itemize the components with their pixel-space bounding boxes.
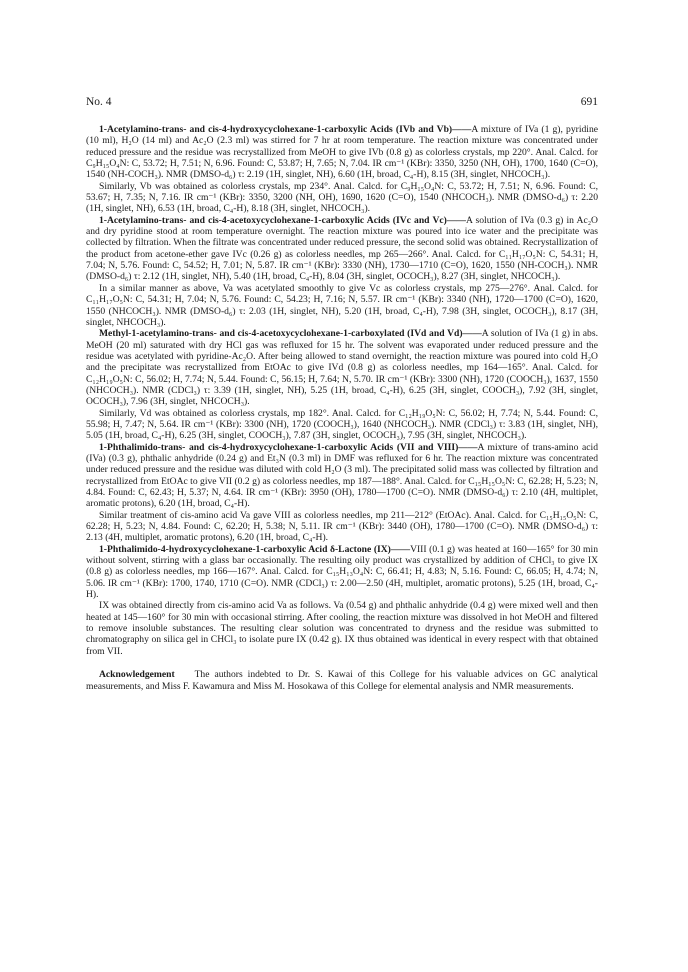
paragraph-text: IX was obtained directly from cis-amino acid Va as follows. Va (0.54 g) and phthalic anhydride (0.4 g) were mixed well and then heated at 145—160° for 30 min with occasional stirring. After cooling, the reaction mixture was dissolved in hot MeOH and filtered to remove insoluble substances. The resulting clear solution was concentrated to dryness and the residue was submitted to chromatography on silica gel in CHCl₃ to isolate pure IX (0.42 g). IX thus obtained was identical in every respect with that obtained from VII. (86, 600, 598, 657)
paragraph-text: A solution of IVa (1 g) in abs. MeOH (20 ml) saturated with dry HCl gas was refluxed for 15 hr. The solvent was evaporated under reduced pressure and the residue was acetylated with pyridine-Ac₂O. After being allowed to stand overnight, the reaction mixture was poured into cold H₂O and the precipitate was recrystallized from EtOAc to give IVd (0.8 g) as colorless needles, mp 164—165°. Anal. Calcd. for C₁₂H₁₉O₅N: C, 56.02; H, 7.74; N, 5.44. Found: C, 56.15; H, 7.64; N, 5.70. IR cm⁻¹ (KBr): 3300 (NH), 1720 (COOCH₃), 1637, 1550 (NHCOCH₃). NMR (CDCl₃) τ: 3.39 (1H, singlet, NH), 5.25 (1H, broad, C₄-H), 6.25 (3H, singlet, COOCH₃), 7.92 (3H, singlet, OCOCH₃), 7.96 (3H, singlet, NHCOCH₃). (86, 328, 598, 408)
journal-issue: No. 4 (86, 96, 112, 108)
paragraph-text: Similarly, Vb was obtained as colorless crystals, mp 234°. Anal. Calcd. for C₉H₁₅O₄N: C, 53.72; H, 7.51; N, 6.96. Found: C, 53.67; H, 7.35; N, 7.16. IR cm⁻¹ (KBr): 3350, 3200 (NH, OH), 1690, 1620 (C=O), 1540 (NHCOCH₃). NMR (DMSO-d₆) τ: 2.20 (1H, singlet, NH), 6.53 (1H, broad, C₄-H), 8.18 (3H, singlet, NHCOCH₃). (86, 180, 598, 215)
paragraph-text: In a similar manner as above, Va was acetylated smoothly to give Vc as colorless crystals, mp 275—276°. Anal. Calcd. for C₁₁H₁₇O₅N: C, 54.31; H, 7.04; N, 5.76. Found: C, 54.23; H, 7.16; N, 5.57. IR cm⁻¹ (KBr): 3340 (NH), 1720—1700 (C=O), 1620, 1550 (NHCOCH₃). NMR (DMSO-d₆) τ: 2.03 (1H, singlet, NH), 5.20 (1H, broad, C₄-H), 7.98 (3H, singlet, OCOCH₃), 8.17 (3H, singlet, NHCOCH₃). (86, 282, 598, 328)
paragraph-text: A solution of IVa (0.3 g) in Ac₂O and dry pyridine stood at room temperature overnight. The reaction mixture was poured into ice water and the precipitate was collected by filtration. When the filtrate was concentrated under reduced pressure, the second solid was obtained. Recrystallization of the product from acetone-ether gave IVc (0.26 g) as colorless needles, mp 265—266°. Anal. Calcd. for C₁₁H₁₇O₅N: C, 54.31; H, 7.04; N, 5.76. Found: C, 54.52; H, 7.01; N, 5.87. IR cm⁻¹ (KBr): 3330 (NH), 1730—1710 (C=O), 1620, 1550 (NH-COCH₃). NMR (DMSO-d₆) τ: 2.12 (1H, singlet, NH), 5.40 (1H, broad, C₄-H), 8.04 (3H, singlet, OCOCH₃), 8.27 (3H, singlet, NHCOCH₃). (86, 214, 598, 283)
acknowledgement-text: The authors indebted to Dr. S. Kawai of this College for his valuable advices on GC analytical measurements, and Miss F. Kawamura and Miss M. Hosokawa of this College for elemental analysis and NMR measurements. (86, 669, 599, 692)
section-heading: Methyl-1-acetylamino-trans- and cis-4-acetoxycyclohexane-1-carboxylated (IVd and Vd)—— (99, 328, 482, 340)
paragraph-viii (86, 510, 598, 544)
acknowledgement (86, 669, 598, 692)
paragraph-vii-viii (86, 442, 598, 510)
article-body (86, 124, 598, 692)
paragraph-text: A mixture of trans-amino acid (IVa) (0.3 g), phthalic anhydride (0.24 g) and Et₃N (0.3 ml) in DMF was refluxed for 6 hr. The reaction mixture was concentrated under reduced pressure and the residue was diluted with cold H₂O (3 ml). The precipitated solid mass was collected by filtration and recrystallized from EtOAc to give VII (0.2 g) as colorless needles, mp 187—188°. Anal. Calcd. for C₁₅H₁₅O₅N: C, 62.28; H, 5.23; N, 4.84. Found: C, 62.43; H, 5.37; N, 4.64. IR cm⁻¹ (KBr): 3950 (OH), 1780—1700 (C=O). NMR (DMSO-d₆) τ: 2.10 (4H, multiplet, aromatic protons), 6.20 (1H, broad, C₄-H). (86, 441, 598, 510)
paragraph-ix-direct (86, 600, 598, 657)
page-number: 691 (580, 96, 598, 108)
running-header (86, 96, 598, 110)
paragraph-ivd-vd (86, 328, 598, 407)
section-heading: 1-Phthalimido-trans- and cis-4-hydroxycyclohexane-1-carboxylic Acids (VII and VIII)—— (99, 441, 478, 453)
acknowledgement-heading: Acknowledgement (99, 669, 175, 681)
section-heading: 1-Phthalimido-4-hydroxycyclohexane-1-carboxylic Acid δ-Lactone (IX)—— (99, 543, 411, 555)
paragraph-ivc-vc (86, 215, 598, 283)
paragraph-vb (86, 181, 598, 215)
paragraph-text: VIII (0.1 g) was heated at 160—165° for 30 min without solvent, stirring with a glass bar occasionally. The resulting oily product was crystallized by addition of CHCl₃ to give IX (0.8 g) as colorless needles, mp 166—167°. Anal. Calcd. for C₁₅H₁₃O₄N: C, 66.41; H, 4.83; N, 5.16. Found: C, 66.05; H, 4.74; N, 5.06. IR cm⁻¹ (KBr): 1700, 1740, 1710 (C=O). NMR (CDCl₃) τ: 2.00—2.50 (4H, multiplet, aromatic protons), 5.25 (1H, broad, C₄-H). (86, 543, 598, 601)
paragraph-vd (86, 408, 598, 442)
section-heading: 1-Acetylamino-trans- and cis-4-hydroxycyclohexane-1-carboxylic Acids (IVb and Vb)—— (99, 124, 472, 135)
paragraph-text: Similarly, Vd was obtained as colorless crystals, mp 182°. Anal. Calcd. for C₁₂H₁₉O₅N: C, 56.02; H, 7.74; N, 5.44. Found: C, 55.98; H, 7.47; N, 5.64. IR cm⁻¹ (KBr): 3300 (NH), 1720 (COOCH₃), 1640 (NHCOCH₃). NMR (CDCl₃) τ: 3.83 (1H, singlet, NH), 5.05 (1H, broad, C₄-H), 6.25 (3H, singlet, COOCH₃), 7.87 (3H, singlet, OCOCH₃), 7.95 (3H, singlet, NHCOCH₃). (86, 407, 598, 442)
paragraph-text: A mixture of IVa (1 g), pyridine (10 ml), H₂O (14 ml) and Ac₂O (2.3 ml) was stirred for 7 hr at room temperature. The reaction mixture was concentrated under reduced pressure and the residue was recrystallized from MeOH to give IVb (0.8 g) as colorless crystals, mp 220°. Anal. Calcd. for C₉H₁₅O₄N: C, 53.72; H, 7.51; N, 6.96. Found: C, 53.87; H, 7.65; N, 7.04. IR cm⁻¹ (KBr): 3350, 3250 (NH, OH), 1700, 1640 (C=O), 1540 (NH-COCH₃). NMR (DMSO-d₆) τ: 2.19 (1H, singlet, NH), 6.60 (1H, broad, C₄-H), 8.15 (3H, singlet, NHCOCH₃). (86, 124, 599, 181)
paragraph-text: Similar treatment of cis-amino acid Va gave VIII as colorless needles, mp 211—212° (EtOAc). Anal. Calcd. for C₁₅H₁₅O₅N: C, 62.28; H, 5.23; N, 4.84. Found: C, 62.20; H, 5.38; N, 5.11. IR cm⁻¹ (KBr): 3440 (OH), 1780—1700 (C=O). NMR (DMSO-d₆) τ: 2.13 (4H, multiplet, aromatic protons), 6.20 (1H, broad, C₄-H). (86, 509, 598, 544)
paragraph-vc (86, 283, 598, 328)
paragraph-ix (86, 544, 598, 601)
section-heading: 1-Acetylamino-trans- and cis-4-acetoxycyclohexane-1-carboxylic Acids (IVc and Vc)—— (99, 214, 467, 226)
paragraph-ivb-vb (86, 124, 598, 181)
